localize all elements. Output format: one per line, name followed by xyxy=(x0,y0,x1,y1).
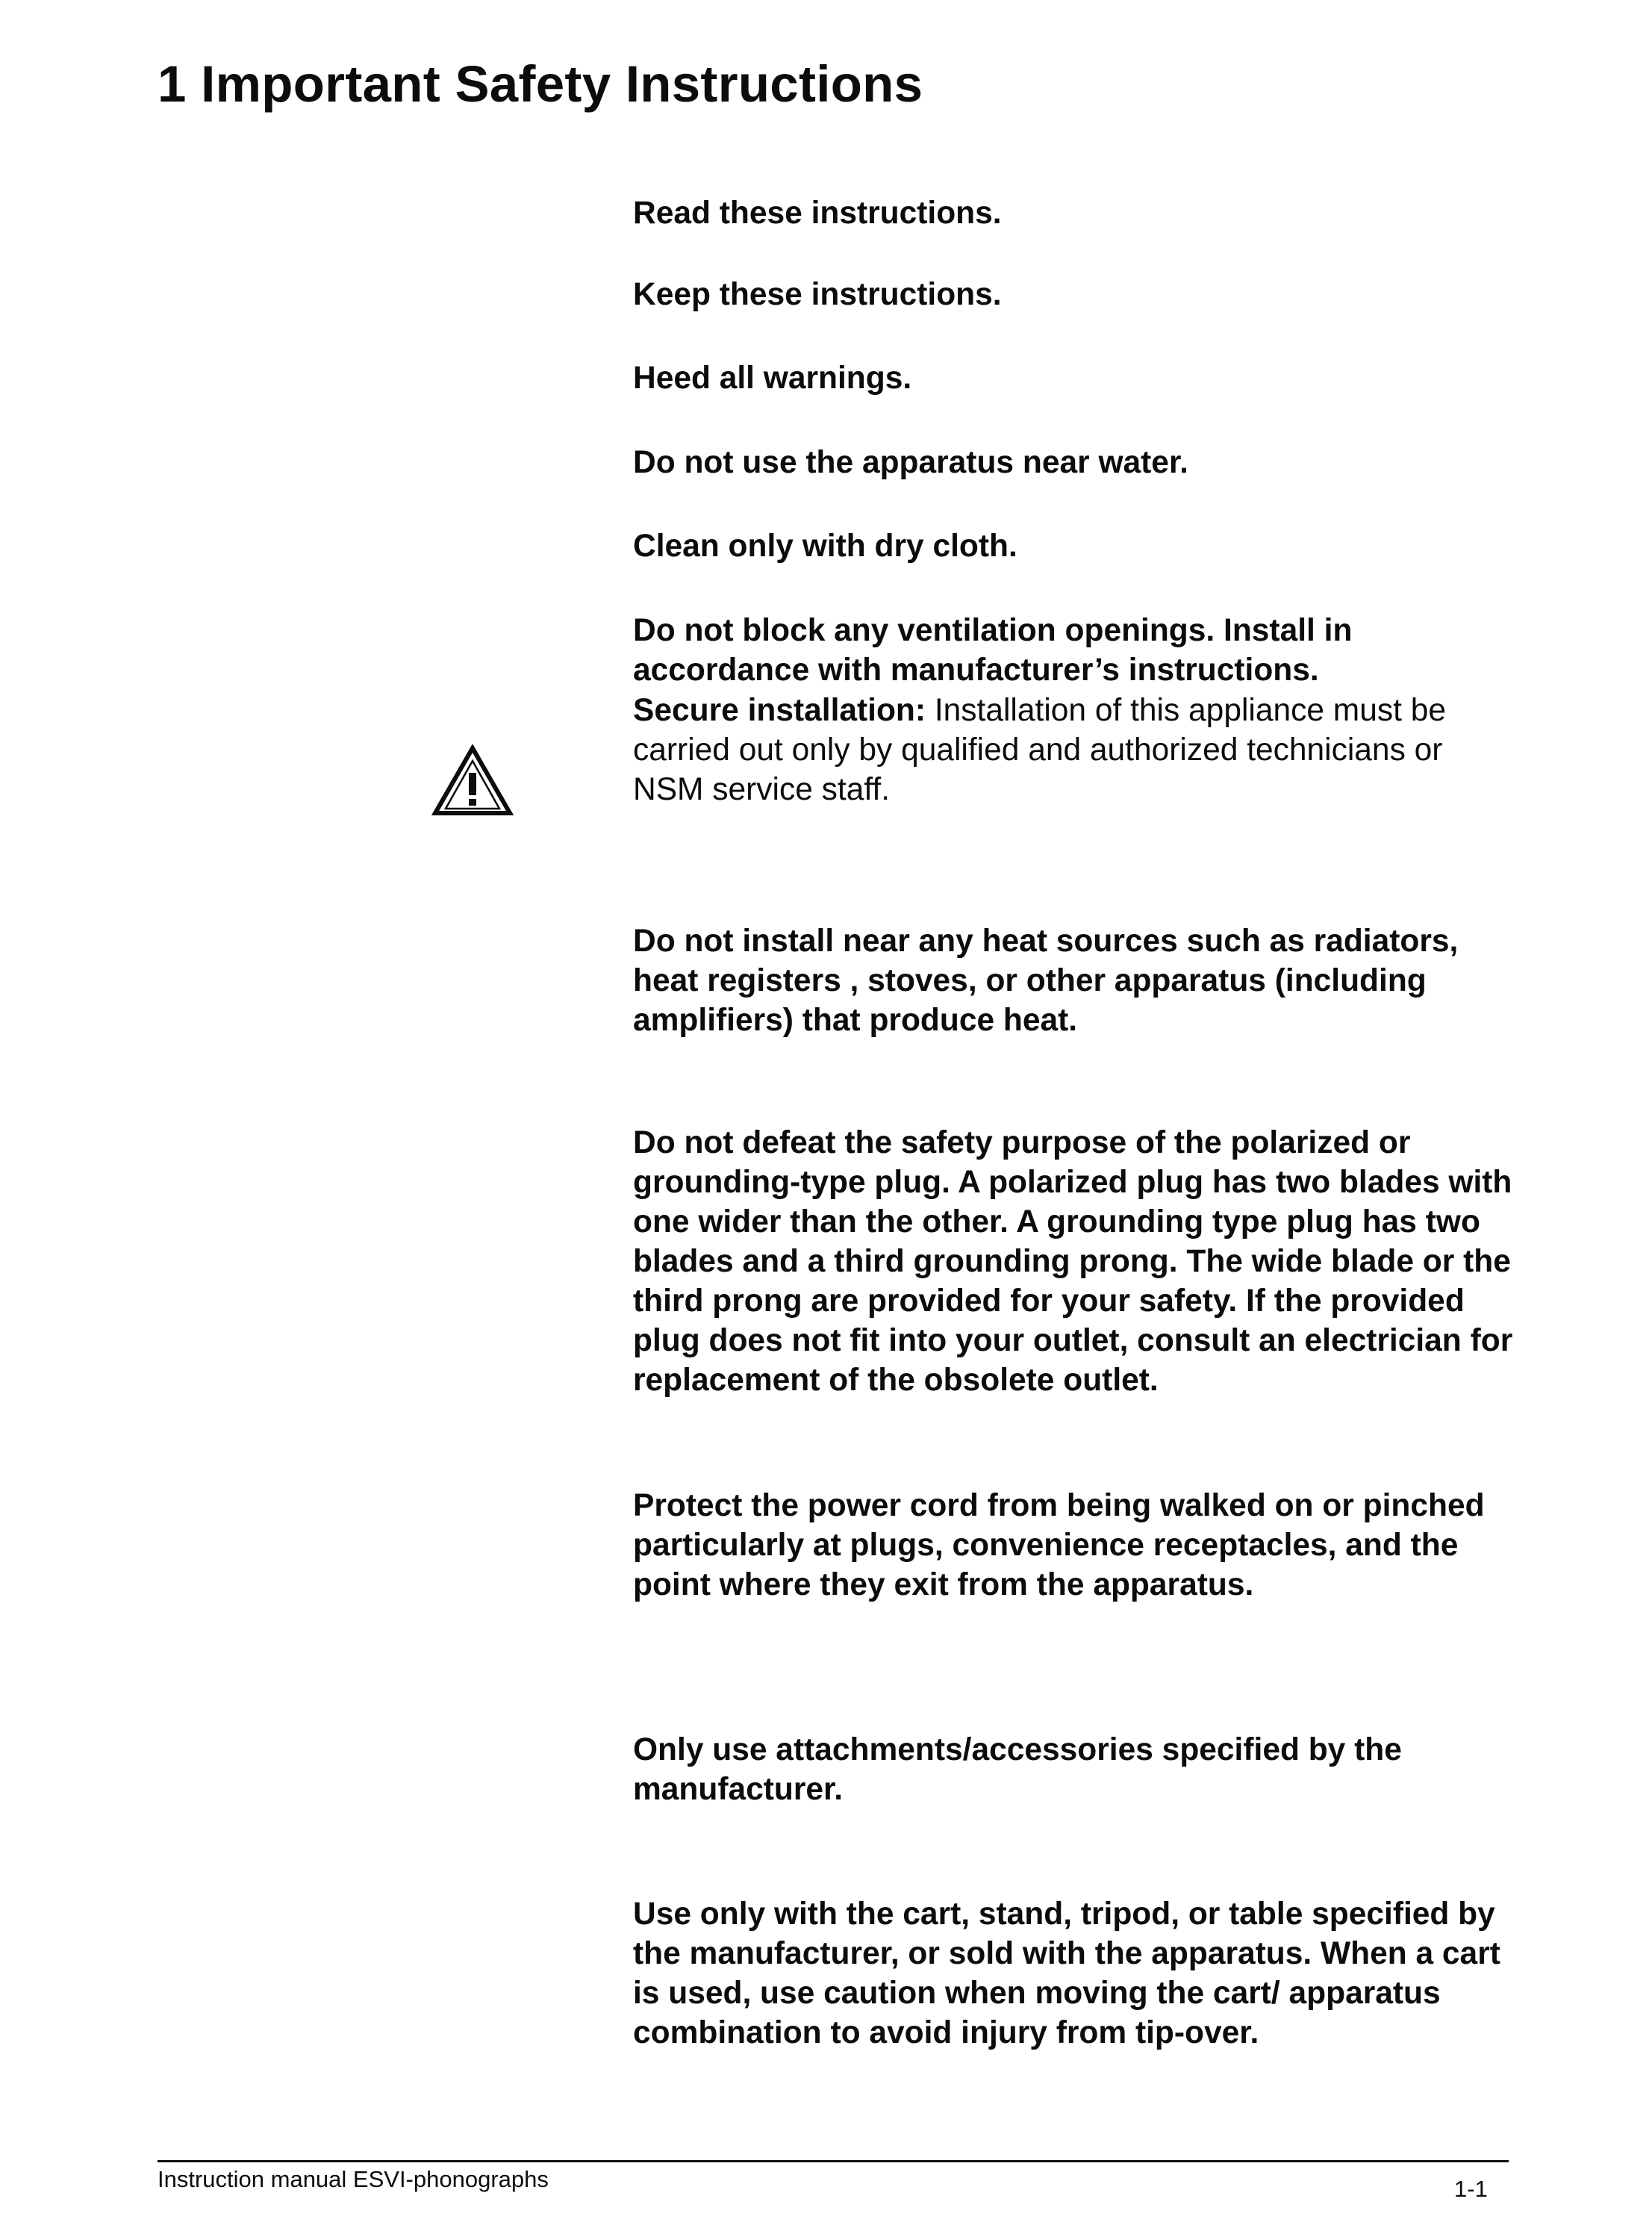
secure-installation-label: Secure installation: xyxy=(633,693,926,728)
warning-triangle-icon xyxy=(431,744,514,818)
footer-manual-title: Instruction manual ESVI-phonographs xyxy=(158,2166,549,2192)
secure-installation-text: Installation of this appliance must be carried out only by qualified and authorized technicians or NSM service staff. xyxy=(633,693,1446,807)
instruction-keep: Keep these instructions. xyxy=(633,277,1002,312)
footer-page-number: 1-1 xyxy=(1454,2176,1488,2202)
page-title: 1 Important Safety Instructions xyxy=(158,55,923,113)
instruction-attachments: Only use attachments/accessories specified by the manufacturer. xyxy=(633,1732,1402,1807)
instruction-water: Do not use the apparatus near water. xyxy=(633,445,1188,480)
instruction-power-cord: Protect the power cord from being walked on or pinched particularly at plugs, convenience receptacles, and the point where they exit from the apparatus. xyxy=(633,1488,1485,1602)
instruction-read: Read these instructions. xyxy=(633,196,1002,231)
instruction-secure-installation xyxy=(633,691,1510,809)
instruction-cart: Use only with the cart, stand, tripod, or table specified by the manufacturer, or sold with the apparatus. When a cart is used, use caution when moving the cart/ apparatus combination to avoid injury from tip-over. xyxy=(633,1897,1500,2050)
footer-divider xyxy=(158,2160,1509,2162)
instruction-clean: Clean only with dry cloth. xyxy=(633,529,1017,564)
instruction-ventilation: Do not block any ventilation openings. Install in accordance with manufacturer’s instructions. xyxy=(633,613,1353,688)
instruction-heat-sources: Do not install near any heat sources such as radiators, heat registers , stoves, or other apparatus (including amplifiers) that produce heat. xyxy=(633,924,1459,1038)
instruction-heed-warnings: Heed all warnings. xyxy=(633,361,912,396)
instruction-polarized-plug: Do not defeat the safety purpose of the polarized or grounding-type plug. A polarized plug has two blades with one wider than the other. A grounding type plug has two blades and a third grounding prong. The wide blade or the third prong are provided for your safety. If the provided plug does not fit into your outlet, consult an electrician for replacement of the obsolete outlet. xyxy=(633,1125,1513,1398)
